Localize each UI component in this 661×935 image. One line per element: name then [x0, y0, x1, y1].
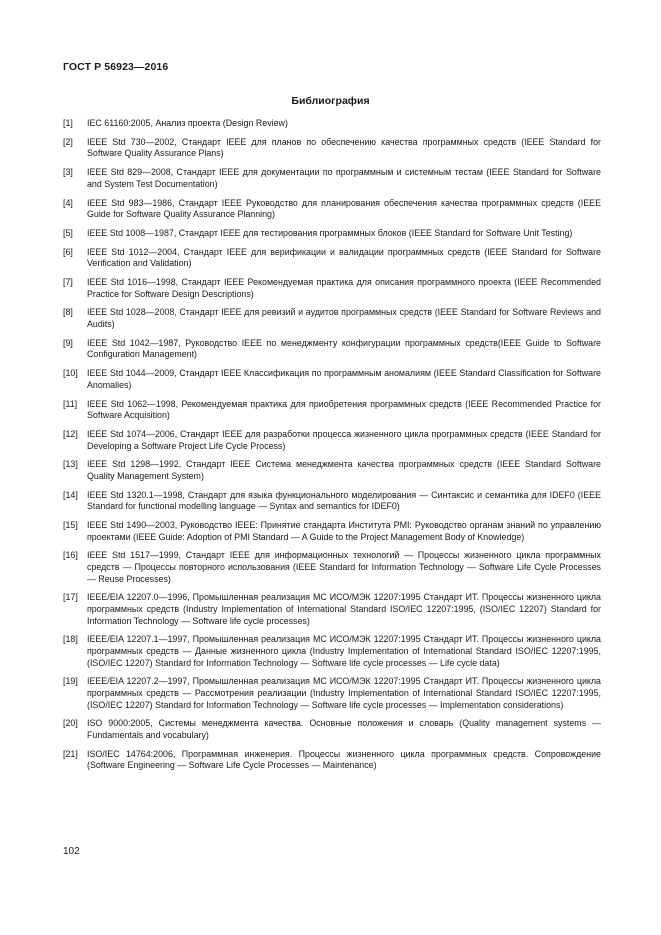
- entry-number: [11]: [63, 398, 78, 409]
- entry-text: IEEE Std 730—2002, Стандарт IEEE для планов по обеспечению качества программных средств (IEEE Standard for Software Quality Assurance Plans): [87, 136, 601, 159]
- entry-number: [17]: [63, 592, 78, 603]
- entry-number: [20]: [63, 718, 78, 729]
- bibliography-entry: [63, 198, 601, 221]
- entry-text: IEEE Std 829—2008, Стандарт IEEE для документации по программным и системным тестам (IEEE Standard for Software and System Test Documentation): [87, 167, 601, 189]
- entry-number: [15]: [63, 520, 78, 531]
- bibliography-entry: [63, 247, 601, 270]
- entry-text: IEEE Std 1320.1—1998, Стандарт для языка функционального моделирования — Синтаксис и семантика для IDEF0 (IEEE Standard for functional modelling language — Syntax and semantics for IDEF0): [87, 489, 601, 512]
- bibliography-entry: [63, 399, 601, 422]
- bibliography-entry: [63, 338, 601, 361]
- entry-number: [5]: [63, 227, 73, 238]
- entry-text: IEEE/EIA 12207.2—1997, Промышленная реализация МС ИСО/МЭК 12207:1995 Стандарт ИТ. Процессы жизненного цикла программных средств — Рассмотрения реализации (Industry Implementation of International Standard ISO/IEC 12207:1995, (ISO/IEC 12207) Standard for Information Technology — Software life cycle processes — Implementation considerations): [87, 676, 601, 710]
- entry-number: [13]: [63, 459, 78, 470]
- entry-text: ISO 9000:2005, Системы менеджмента качества. Основные положения и словарь (Quality management systems — Fundamentals and vocabulary): [87, 718, 601, 740]
- bibliography-entry: [63, 749, 601, 772]
- entry-number: [3]: [63, 167, 73, 178]
- entry-text: IEEE Std 1517—1999, Стандарт IEEE для информационных технологий — Процессы жизненного цикла программных средств — Процессы повторного использования (IEEE Standard for Information Technology — Software Life Cycle Processes — Reuse Processes): [87, 550, 601, 584]
- entry-text: IEC 61160:2005, Анализ проекта (Design Review): [87, 118, 288, 128]
- entry-text: IEEE Std 1074—2006, Стандарт IEEE для разработки процесса жизненного цикла программных средств (IEEE Standard for Developing a Software Project Life Cycle Process): [87, 428, 601, 451]
- entry-text: IEEE Std 1490—2003, Руководство IEEE: Принятие стандарта Института PMI: Руководство органам знаний по управлению проектами (IEEE Guide: Adoption of PMI Standard — A Guide to the Project Management Body of Knowledge): [87, 520, 601, 542]
- bibliography-entry: [63, 676, 601, 711]
- bibliography-entry: [63, 520, 601, 543]
- section-title: Библиография: [291, 95, 370, 107]
- bibliography-entry: [63, 429, 601, 452]
- entry-number: [8]: [63, 307, 73, 318]
- bibliography-entry: [63, 368, 601, 391]
- bibliography-entry: [63, 228, 601, 240]
- entry-text: IEEE Std 1042—1987, Руководство IEEE по менеджменту конфигурации программных средств(IEEE Guide to Software Configuration Management): [87, 337, 601, 360]
- entry-text: IEEE Std 983—1986, Стандарт IEEE Руководство для планирования обеспечения качества программных средств (IEEE Guide for Software Quality Assurance Planning): [87, 197, 601, 220]
- entry-text: ISO/IEC 14764:2006, Программная инженерия. Процессы жизненного цикла программных средств. Сопровождение (Software Engineering — Software Life Cycle Processes — Maintenance): [87, 748, 601, 771]
- bibliography-entry: [63, 307, 601, 330]
- entry-text: IEEE Std 1016—1998, Стандарт IEEE Рекомендуемая практика для описания программного проекта (IEEE Recommended Practice for Software Design Descriptions): [87, 277, 601, 299]
- page-number: 102: [63, 846, 80, 857]
- bibliography-entry: [63, 550, 601, 585]
- bibliography-entry: [63, 592, 601, 627]
- bibliography-list: [63, 118, 601, 779]
- entry-number: [9]: [63, 337, 73, 348]
- entry-number: [2]: [63, 136, 73, 147]
- entry-number: [18]: [63, 634, 78, 645]
- entry-text: IEEE Std 1044—2009, Стандарт IEEE Классификация по программным аномалиям (IEEE Standard Classification for Software Anomalies): [87, 368, 601, 390]
- entry-text: IEEE Std 1062—1998, Рекомендуемая практика для приобретения программных средств (IEEE Recommended Practice for Software Acquisition): [87, 398, 601, 421]
- entry-text: IEEE Std 1008—1987, Стандарт IEEE для тестирования программных блоков (IEEE Standard for Software Unit Testing): [87, 227, 573, 238]
- bibliography-entry: [63, 277, 601, 300]
- entry-number: [6]: [63, 246, 73, 257]
- entry-text: IEEE Std 1028—2008, Стандарт IEEE для ревизий и аудитов программных средств (IEEE Standard for Software Reviews and Audits): [87, 307, 601, 330]
- entry-number: [10]: [63, 368, 78, 379]
- entry-number: [14]: [63, 489, 78, 500]
- entry-text: IEEE/EIA 12207.0—1996, Промышленная реализация МС ИСО/МЭК 12207:1995 Стандарт ИТ. Процессы жизненного цикла программных средств (Industry Implementation of International Standard ISO/IEC 12207:1995, (ISO/IEC 12207) Standard for Information Technology — Software life cycle processes): [87, 592, 601, 626]
- bibliography-entry: [63, 118, 601, 130]
- entry-number: [7]: [63, 277, 73, 288]
- entry-number: [21]: [63, 748, 78, 759]
- entry-number: [16]: [63, 550, 78, 561]
- entry-number: [19]: [63, 676, 78, 687]
- entry-text: IEEE/EIA 12207.1—1997, Промышленная реализация МС ИСО/МЭК 12207:1995 Стандарт ИТ. Процессы жизненного цикла программных средств — Данные жизненного цикла (Industry Implementation of International Standard ISO/IEC 12207:1995, (ISO/IEC 12207) Standard for Information Technology — Software life cycle processes — Life cycle data): [87, 634, 601, 668]
- entry-number: [12]: [63, 428, 78, 439]
- bibliography-entry: [63, 718, 601, 741]
- entry-number: [4]: [63, 197, 73, 208]
- bibliography-entry: [63, 459, 601, 482]
- bibliography-entry: [63, 137, 601, 160]
- entry-text: IEEE Std 1298—1992, Стандарт IEEE Система менеджмента качества программных средств (IEEE Standard Software Quality Management System): [87, 459, 601, 481]
- bibliography-entry: [63, 634, 601, 669]
- bibliography-entry: [63, 490, 601, 513]
- document-standard-number: ГОСТ Р 56923—2016: [63, 61, 169, 73]
- entry-number: [1]: [63, 118, 73, 128]
- bibliography-entry: [63, 167, 601, 190]
- entry-text: IEEE Std 1012—2004, Стандарт IEEE для верификации и валидации программных средств (IEEE Standard for Software Verification and Validation): [87, 246, 601, 269]
